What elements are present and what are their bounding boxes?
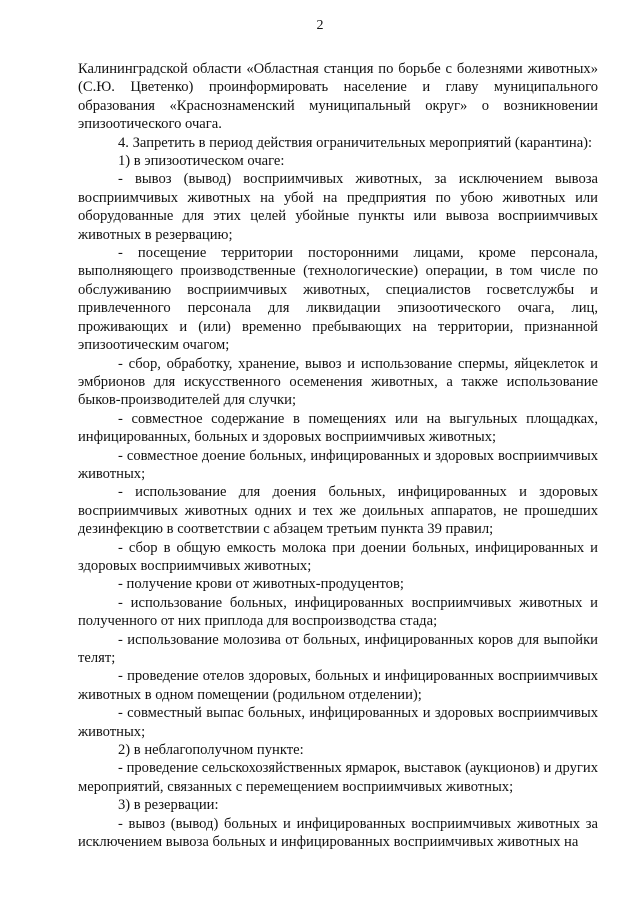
paragraph: Калининградской области «Областная станция по борьбе с болезнями животных» (С.Ю. Цветенко) проинформировать население и главу муниципального образования «Краснознаменский муниципальный округ» о возникновении эпизоотического очага. — [78, 61, 598, 133]
paragraph: - получение крови от животных-продуцентов; — [118, 576, 404, 593]
page-number: 2 — [316, 18, 324, 33]
paragraph: - совместное содержание в помещениях или на выгульных площадках, инфицированных, больных и здоровых восприимчивых животных; — [78, 410, 598, 446]
paragraph: - использование для доения больных, инфицированных и здоровых восприимчивых животных одних и тех же доильных аппаратов, не прошедших дезинфекцию в соответствии с абзацем третьим пункта 39 правил; — [78, 484, 598, 538]
document-body — [78, 60, 598, 851]
paragraph: 1) в эпизоотическом очаге: — [118, 153, 285, 170]
paragraph: - сбор, обработку, хранение, вывоз и использование спермы, яйцеклеток и эмбрионов для искусственного осеменения животных, а также использование быков-производителей для случки; — [78, 355, 598, 409]
paragraph: - проведение отелов здоровых, больных и инфицированных восприимчивых животных в одном помещении (родильном отделении); — [78, 668, 598, 703]
paragraph: - вывоз (вывод) больных и инфицированных восприимчивых животных за исключением вывоза больных и инфицированных восприимчивых животных на — [78, 815, 598, 851]
paragraph: - использование больных, инфицированных восприимчивых животных и полученного от них приплода для воспроизводства стада; — [78, 594, 598, 630]
paragraph: - вывоз (вывод) восприимчивых животных, за исключением вывоза восприимчивых животных на убой на предприятия по убою животных или оборудованные для этих целей убойные пункты или вывоза восприимчивых животных в резервацию; — [78, 171, 598, 243]
paragraph: 3) в резервации: — [118, 797, 219, 814]
paragraph: - совместный выпас больных, инфицированных и здоровых восприимчивых животных; — [78, 705, 598, 740]
paragraph: - посещение территории посторонними лицами, кроме персонала, выполняющего производственные (технологические) операции, в том числе по обслуживанию восприимчивых животных, специалистов госветслужбы и привлеченного персонала для ликвидации эпизоотического очага, лиц, проживающих и (или) временно пребывающих на территории, признанной эпизоотическим очагом; — [78, 245, 598, 354]
paragraph: - использование молозива от больных, инфицированных коров для выпойки телят; — [78, 631, 598, 666]
paragraph: 4. Запретить в период действия ограничительных мероприятий (карантина): — [118, 134, 593, 151]
paragraph: - совместное доение больных, инфицированных и здоровых восприимчивых животных; — [78, 447, 598, 482]
paragraph: - сбор в общую емкость молока при доении больных, инфицированных и здоровых восприимчивых животных; — [78, 539, 598, 574]
paragraph: - проведение сельскохозяйственных ярмарок, выставок (аукционов) и других мероприятий, связанных с перемещением восприимчивых животных; — [78, 760, 598, 795]
paragraph: 2) в неблагополучном пункте: — [118, 742, 304, 759]
